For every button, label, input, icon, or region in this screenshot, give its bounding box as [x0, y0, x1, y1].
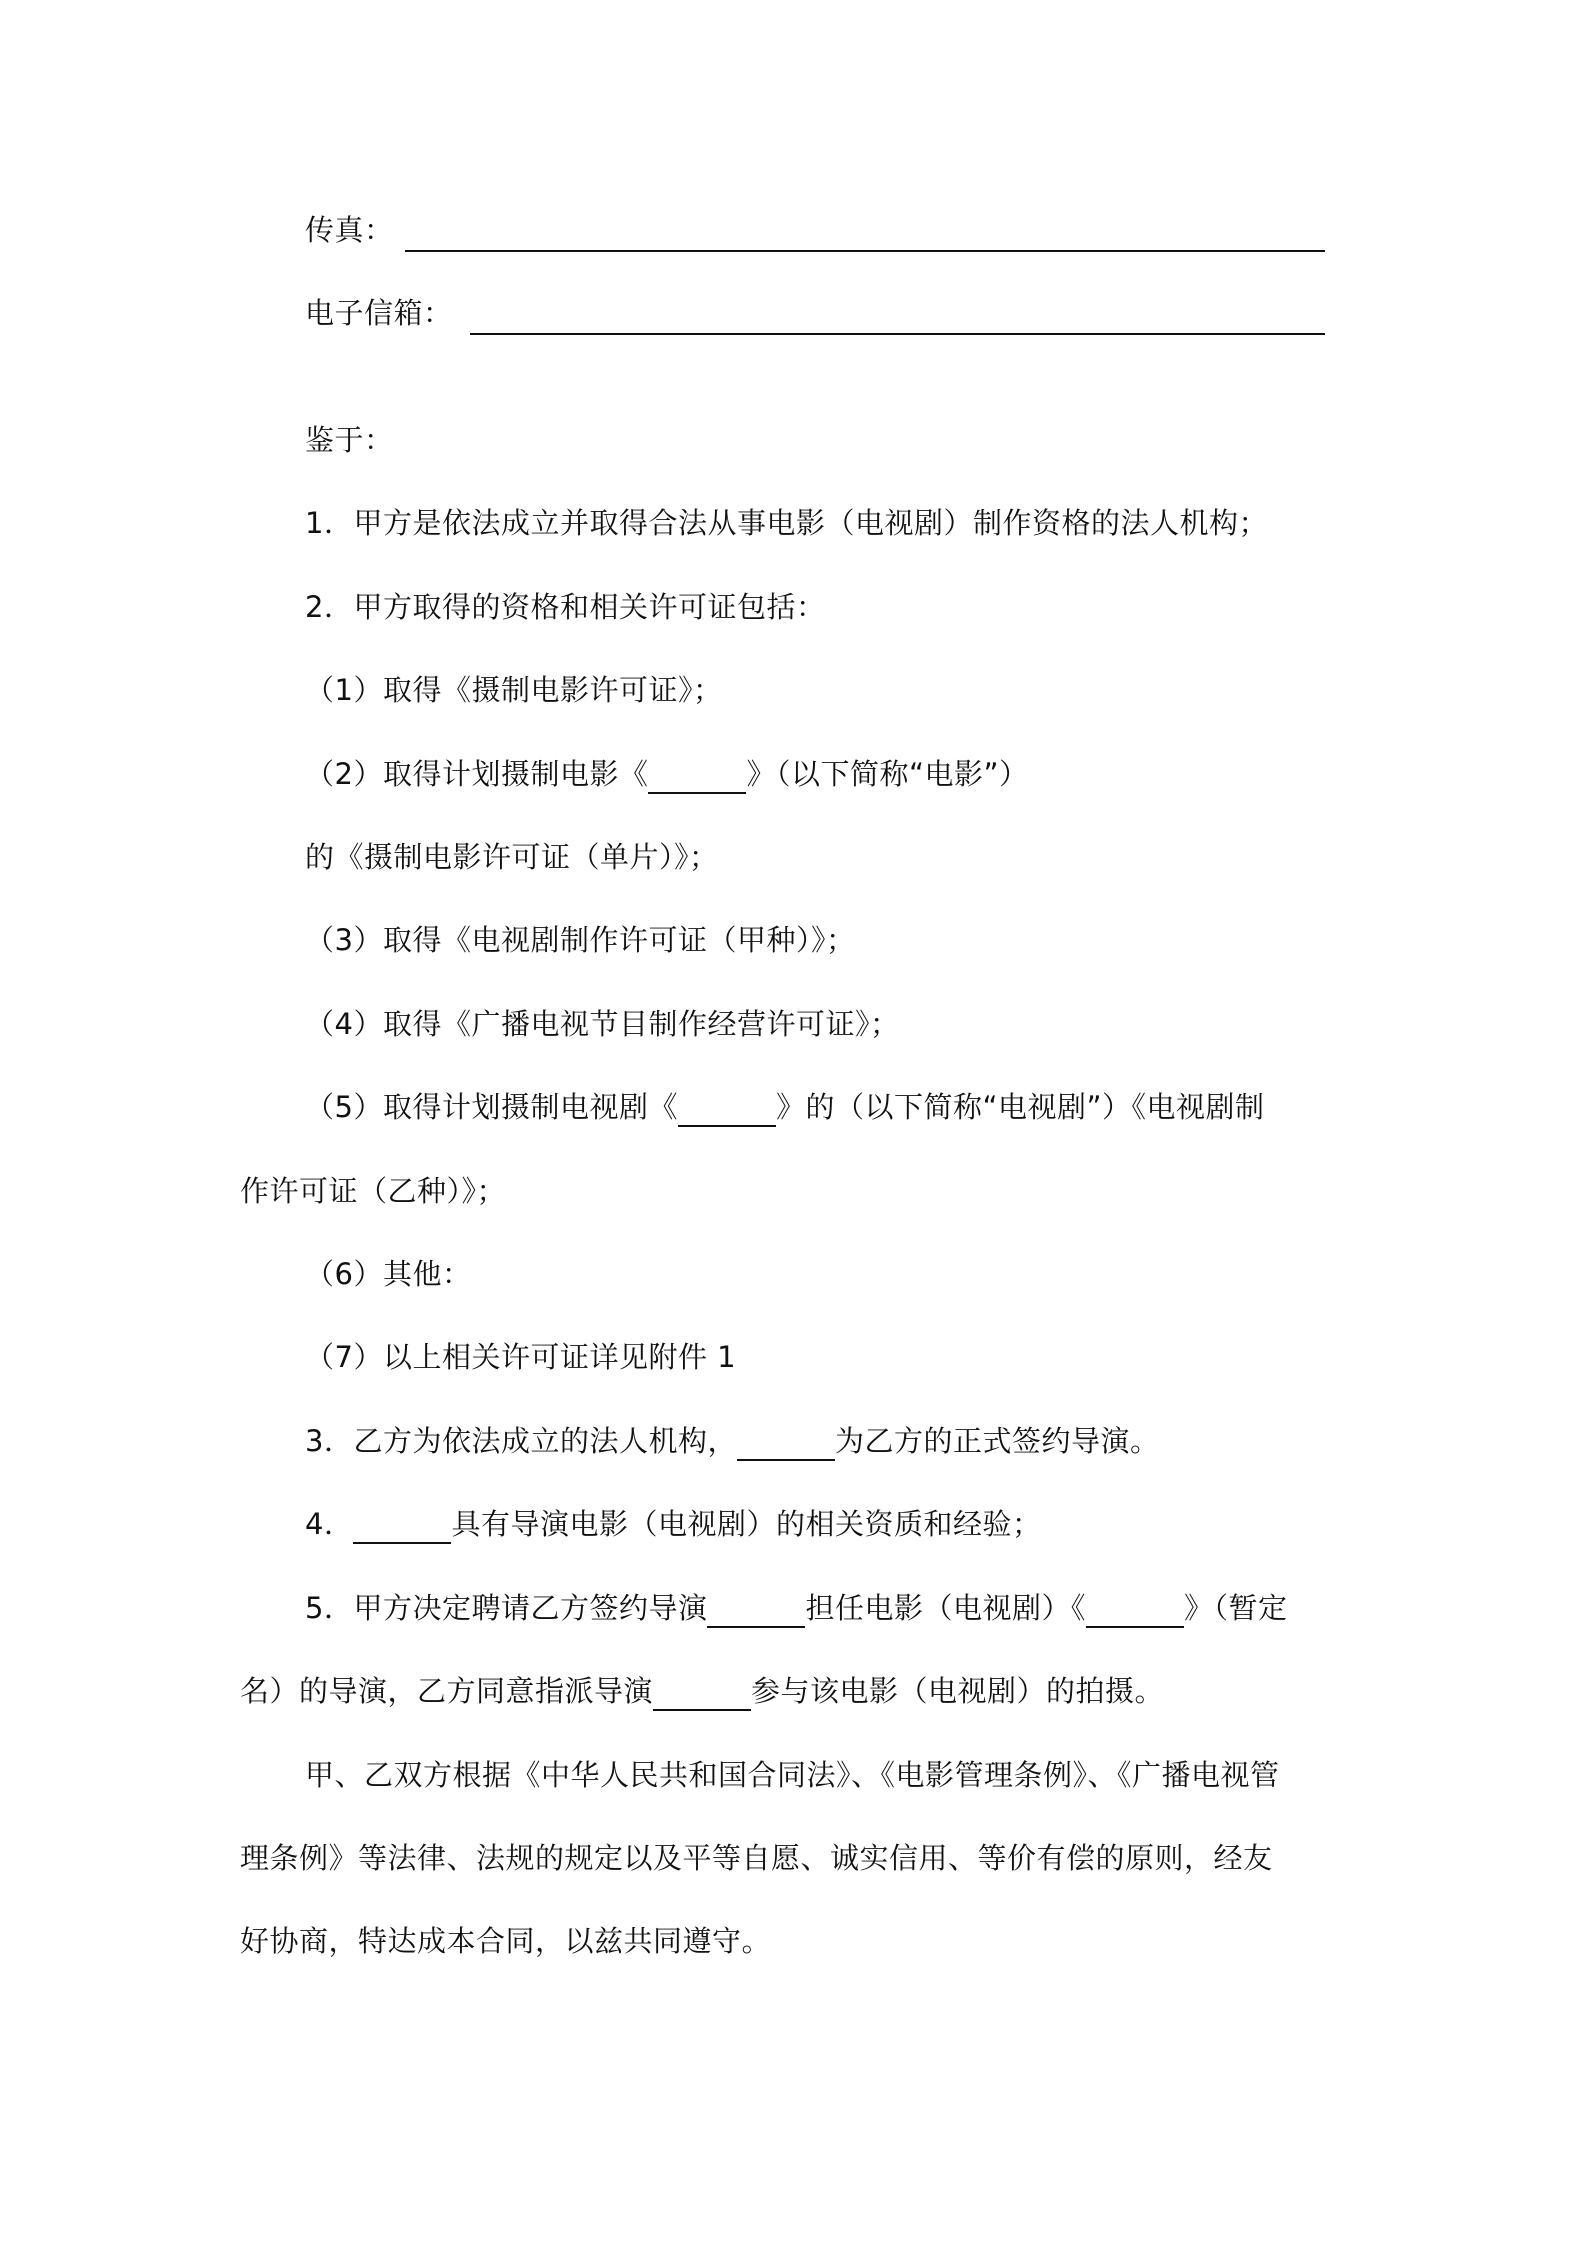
- recital-sub-2: [305, 754, 1029, 794]
- recital-item-5-part-b: 担任电影（电视剧）《: [805, 1591, 1086, 1625]
- recital-item-4-part-a: 4．: [305, 1507, 354, 1541]
- recital-sub-1: （1）取得《摄制电影许可证》；: [305, 673, 723, 707]
- director-name-blank-3[interactable]: [707, 1592, 805, 1628]
- recital-item-5-part-d: 名）的导演，乙方同意指派导演: [240, 1674, 654, 1708]
- recital-item-4: [305, 1504, 1041, 1544]
- recital-sub-2-cont: 的《摄制电影许可证（单片）》；: [305, 840, 719, 874]
- recital-item-2: 2．甲方取得的资格和相关许可证包括：: [305, 590, 826, 624]
- closing-line-1: 甲、乙双方根据《中华人民共和国合同法》、《电影管理条例》、《广播电视管: [305, 1758, 1280, 1792]
- fax-label: 传真：: [305, 213, 394, 247]
- recital-item-5-part-c: 》（暂定: [1183, 1591, 1288, 1625]
- recital-item-5-cont: [240, 1671, 1164, 1711]
- recital-sub-5: [305, 1087, 1265, 1127]
- recital-sub-3: （3）取得《电视剧制作许可证（甲种）》；: [305, 923, 856, 957]
- production-title-blank[interactable]: [1086, 1592, 1184, 1628]
- recital-item-3-part-b: 为乙方的正式签约导演。: [834, 1424, 1160, 1458]
- email-input-line[interactable]: [470, 333, 1325, 335]
- recital-sub-5-part-b: 》的（以下简称“电视剧”）《电视剧制: [775, 1090, 1265, 1124]
- recital-item-3-part-a: 3．乙方为依法成立的法人机构，: [305, 1424, 737, 1458]
- film-title-blank[interactable]: [648, 758, 746, 794]
- closing-line-2: 理条例》等法律、法规的规定以及平等自愿、诚实信用、等价有偿的原则，经友: [240, 1841, 1273, 1875]
- recital-sub-2-part-a: （2）取得计划摄制电影《: [305, 757, 649, 791]
- director-name-blank-2[interactable]: [353, 1508, 451, 1544]
- recital-item-1: 1．甲方是依法成立并取得合法从事电影（电视剧）制作资格的法人机构；: [305, 506, 1268, 540]
- recital-sub-7: （7）以上相关许可证详见附件 1: [305, 1340, 737, 1374]
- recital-item-4-part-b: 具有导演电影（电视剧）的相关资质和经验；: [451, 1507, 1042, 1541]
- recital-sub-5-part-a: （5）取得计划摄制电视剧《: [305, 1090, 678, 1124]
- fax-input-line[interactable]: [405, 250, 1325, 252]
- director-name-blank-1[interactable]: [737, 1425, 835, 1461]
- director-name-blank-4[interactable]: [653, 1675, 751, 1711]
- recital-sub-6: （6）其他：: [305, 1257, 472, 1291]
- recital-item-5-part-e: 参与该电影（电视剧）的拍摄。: [751, 1674, 1165, 1708]
- recital-sub-4: （4）取得《广播电视节目制作经营许可证》；: [305, 1007, 900, 1041]
- recital-sub-2-part-b: 》（以下简称“电影”）: [746, 757, 1029, 791]
- recital-item-5-part-a: 5．甲方决定聘请乙方签约导演: [305, 1591, 708, 1625]
- recitals-heading: 鉴于：: [305, 423, 394, 457]
- recital-item-3: [305, 1421, 1159, 1461]
- tv-title-blank[interactable]: [678, 1091, 776, 1127]
- recital-sub-5-cont: 作许可证（乙种）》；: [240, 1174, 507, 1208]
- email-label: 电子信箱：: [305, 296, 453, 330]
- closing-line-3: 好协商，特达成本合同，以兹共同遵守。: [240, 1924, 772, 1958]
- recital-item-5: [305, 1588, 1287, 1628]
